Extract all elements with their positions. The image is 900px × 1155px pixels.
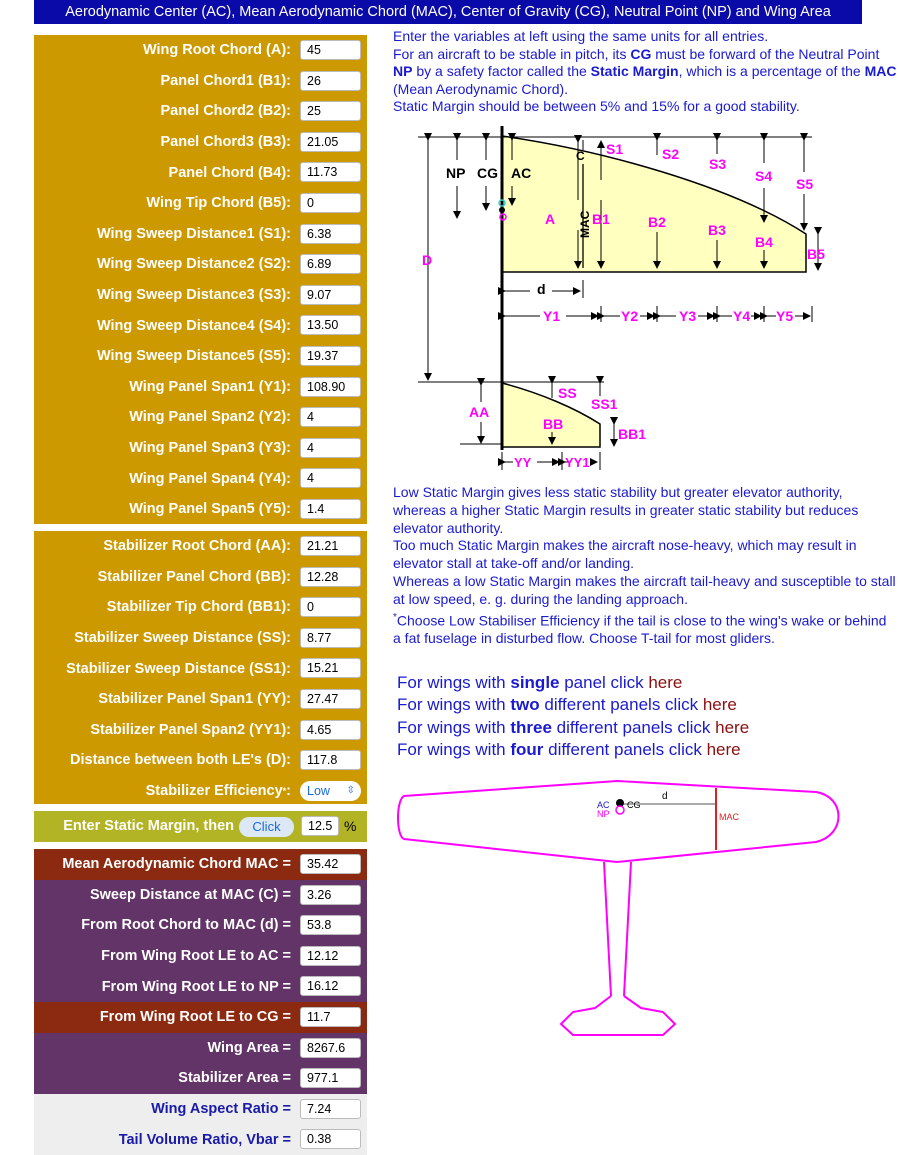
- diagram-bb-label: BB: [543, 416, 564, 432]
- diagram-s2-label: S2: [662, 146, 680, 162]
- sweep-distance3-label: Wing Sweep Distance3 (S3):: [96, 287, 291, 304]
- diagram-a-label: A: [545, 211, 556, 227]
- panel-span1-input[interactable]: 108.90: [300, 377, 361, 397]
- le-distance-d-label: Distance between both LE's (D):: [70, 752, 291, 769]
- stab-root-chord-input[interactable]: 21.21: [300, 536, 361, 556]
- intro-line-1: Enter the variables at left using the same units for all entries.: [393, 28, 769, 44]
- root-to-mac-result-input: 53.8: [300, 915, 361, 935]
- wing-tip-chord-input[interactable]: 0: [300, 193, 361, 213]
- panel-span4-label: Wing Panel Span4 (Y4):: [129, 470, 291, 487]
- stab-tip-chord-label: Stabilizer Tip Chord (BB1):: [106, 599, 291, 616]
- notes-paragraph-4: *Choose Low Stabiliser Efficiency if the tail is close to the wing's wake or behind a fat fuselage in disturbed flow. Choose T-tail for most gliders.: [393, 611, 887, 647]
- panel-link-line: For wings with four different panels click here: [397, 739, 741, 759]
- panel-chord2-input[interactable]: 25: [300, 101, 361, 121]
- np-marker: [616, 806, 624, 814]
- stab-span-yy-input[interactable]: 27.47: [300, 689, 361, 709]
- diagram-s4-label: S4: [755, 168, 773, 184]
- panel-chord3-input[interactable]: 21.05: [300, 132, 361, 152]
- panel-span3-input[interactable]: 4: [300, 438, 361, 458]
- diagram-y4-label: Y4: [733, 308, 751, 324]
- tail-volume-result-label: Tail Volume Ratio, Vbar =: [118, 1131, 291, 1148]
- sweep-distance1-input[interactable]: 6.38: [300, 224, 361, 244]
- panel-chord1-label: Panel Chord1 (B1):: [160, 72, 291, 89]
- wing-root-chord-input[interactable]: 45: [300, 40, 361, 60]
- wing-root-chord-label: Wing Root Chord (A):: [142, 42, 291, 59]
- here-link[interactable]: here: [715, 717, 750, 737]
- here-link[interactable]: here: [648, 673, 683, 692]
- diagram-yy-label: YY: [514, 455, 532, 470]
- intro-line-3: Static Margin should be between 5% and 15% for a good stability.: [393, 98, 800, 114]
- stab-span-yy1-input[interactable]: 4.65: [300, 720, 361, 740]
- diagram-y3-label: Y3: [679, 308, 697, 324]
- le-to-cg-result-input: 11.7: [300, 1007, 361, 1027]
- plane-d-label: d: [662, 791, 668, 802]
- wing-tip-chord-label: Wing Tip Chord (B5):: [146, 195, 291, 212]
- diagram-mac-label: MAC: [578, 210, 592, 238]
- panel-span1-label: Wing Panel Span1 (Y1):: [129, 378, 291, 395]
- diagram-ss-label: SS: [558, 385, 577, 401]
- sweep-distance4-label: Wing Sweep Distance4 (S4):: [96, 317, 291, 334]
- sweep-distance5-input[interactable]: 19.37: [300, 346, 361, 366]
- panel-span5-input[interactable]: 1.4: [300, 499, 361, 519]
- panel-chord1-input[interactable]: 26: [300, 71, 361, 91]
- static-margin-label: Enter Static Margin, then: [63, 818, 234, 835]
- panel-span3-label: Wing Panel Span3 (Y3):: [129, 440, 291, 457]
- diagram-np-label: NP: [446, 165, 466, 181]
- mac-result-input: 35.42: [300, 854, 361, 874]
- here-link[interactable]: here: [706, 739, 741, 759]
- stab-area-result-input: 977.1: [300, 1068, 361, 1088]
- panel-link-line: For wings with single panel click here: [397, 673, 683, 692]
- sweep-distance5-label: Wing Sweep Distance5 (S5):: [96, 348, 291, 365]
- diagram-d-upper-label: D: [422, 252, 433, 268]
- panel-chord4-label: Panel Chord (B4):: [168, 164, 291, 181]
- intro-paragraph-2: For an aircraft to be stable in pitch, its CG must be forward of the Neutral Point NP by a safety factor called the Static Margin, which is a percentage of the MAC (Mean Aerodynamic Chord).: [393, 45, 897, 97]
- root-to-mac-result-label: From Root Chord to MAC (d) =: [81, 917, 291, 934]
- diagram-b3-label: B3: [708, 222, 726, 238]
- aspect-ratio-result-input: 7.24: [300, 1099, 361, 1119]
- diagram-y2-label: Y2: [621, 308, 639, 324]
- diagram-s1-label: S1: [606, 141, 624, 157]
- diagram-y5-label: Y5: [776, 308, 794, 324]
- wing-outline: [398, 781, 839, 862]
- notes-paragraph-1: Low Static Margin gives less static stability but greater elevator authority, whereas a higher Static Margin results in greater static stability but reduces elevator authority.: [393, 484, 859, 536]
- static-margin-input[interactable]: 12.5: [301, 816, 339, 836]
- le-distance-d-input[interactable]: 117.8: [300, 750, 361, 770]
- wing-area-result-label: Wing Area =: [207, 1039, 291, 1056]
- panel-link-line: For wings with three different panels click here: [397, 717, 750, 737]
- diagram-b4-label: B4: [755, 234, 773, 250]
- fuselage-outline: [604, 862, 631, 996]
- here-link[interactable]: here: [702, 695, 737, 715]
- stab-root-chord-label: Stabilizer Root Chord (AA):: [103, 538, 291, 555]
- panel-span4-input[interactable]: 4: [300, 468, 361, 488]
- sweep-distance3-input[interactable]: 9.07: [300, 285, 361, 305]
- le-to-np-result-input: 16.12: [300, 976, 361, 996]
- panel-span5-label: Wing Panel Span5 (Y5):: [129, 501, 291, 518]
- diagram-b1-label: B1: [592, 211, 610, 227]
- diagram-c-label: C: [576, 149, 585, 163]
- diagram-d-lower-label: d: [537, 281, 546, 297]
- diagram-bb1-label: BB1: [618, 426, 647, 442]
- le-to-ac-result-input: 12.12: [300, 946, 361, 966]
- diagram-y1-label: Y1: [543, 308, 561, 324]
- plane-cg-label: CG: [627, 800, 641, 810]
- mac-result-label: Mean Aerodynamic Chord MAC =: [62, 856, 291, 873]
- percent-unit: %: [344, 818, 357, 835]
- sweep-distance4-input[interactable]: 13.50: [300, 315, 361, 335]
- notes-paragraph-3: Whereas a low Static Margin makes the aircraft tail-heavy and susceptible to stall at low speed, e. g. during the landing approach.: [393, 572, 896, 607]
- stab-sweep-ss-input[interactable]: 8.77: [300, 628, 361, 648]
- le-to-cg-result-label: From Wing Root LE to CG =: [99, 1009, 291, 1026]
- panel-chord4-input[interactable]: 11.73: [300, 162, 361, 182]
- stab-tip-chord-input[interactable]: 0: [300, 597, 361, 617]
- sweep-at-mac-result-label: Sweep Distance at MAC (C) =: [89, 886, 291, 903]
- page-title: Aerodynamic Center (AC), Mean Aerodynamic Chord (MAC), Center of Gravity (CG), Neutral Point (NP) and Wing Area: [34, 0, 862, 24]
- plane-ac-label: AC: [597, 800, 610, 810]
- notes-paragraph-2: Too much Static Margin makes the aircraft nose-heavy, which may result in elevator stall at take-off and/or landing.: [393, 537, 857, 572]
- chevron-updown-icon: ⇳: [346, 784, 355, 796]
- stab-sweep-ss1-input[interactable]: 15.21: [300, 658, 361, 678]
- tail-outline: [561, 996, 675, 1035]
- panel-link-line: For wings with two different panels click here: [397, 695, 737, 715]
- stab-efficiency-label: Stabilizer Efficiency * :: [145, 783, 291, 800]
- stab-sweep-ss1-label: Stabilizer Sweep Distance (SS1):: [66, 660, 291, 677]
- panel-span2-input[interactable]: 4: [300, 407, 361, 427]
- wing-area-result-input: 8267.6: [300, 1038, 361, 1058]
- plane-np-label: NP: [597, 809, 610, 819]
- tail-volume-result-input: 0.38: [300, 1129, 361, 1149]
- plane-mac-label: MAC: [719, 812, 739, 822]
- le-to-ac-result-label: From Wing Root LE to AC =: [101, 948, 291, 965]
- diagram-ss1-label: SS1: [591, 396, 618, 412]
- panel-span2-label: Wing Panel Span2 (Y2):: [129, 409, 291, 426]
- sweep-at-mac-result-input: 3.26: [300, 885, 361, 905]
- diagram-cg-label: CG: [477, 165, 498, 181]
- diagram-aa-label: AA: [469, 404, 490, 420]
- stab-panel-chord-label: Stabilizer Panel Chord (BB):: [97, 568, 291, 585]
- calculate-button[interactable]: Click: [239, 817, 294, 837]
- diagram-b5-label: B5: [807, 246, 825, 262]
- diagram-s3-label: S3: [709, 156, 727, 172]
- le-to-np-result-label: From Wing Root LE to NP =: [101, 978, 291, 995]
- diagram-ac-label: AC: [511, 165, 532, 181]
- sweep-distance2-input[interactable]: 6.89: [300, 254, 361, 274]
- stab-span-yy-label: Stabilizer Panel Span1 (YY):: [98, 691, 291, 708]
- diagram-s5-label: S5: [796, 176, 814, 192]
- diagram-b2-label: B2: [648, 214, 666, 230]
- diagram-yy1-label: YY1: [565, 455, 590, 470]
- sweep-distance2-label: Wing Sweep Distance2 (S2):: [96, 256, 291, 273]
- panel-chord3-label: Panel Chord3 (B3):: [160, 134, 291, 151]
- stab-efficiency-select[interactable]: Low ⇳: [300, 781, 361, 801]
- sweep-distance1-label: Wing Sweep Distance1 (S1):: [96, 225, 291, 242]
- stab-panel-chord-input[interactable]: 12.28: [300, 567, 361, 587]
- stab-sweep-ss-label: Stabilizer Sweep Distance (SS):: [74, 630, 291, 647]
- panel-chord2-label: Panel Chord2 (B2):: [160, 103, 291, 120]
- stab-span-yy1-label: Stabilizer Panel Span2 (YY1):: [90, 721, 291, 738]
- aspect-ratio-result-label: Wing Aspect Ratio =: [151, 1101, 291, 1118]
- stab-area-result-label: Stabilizer Area =: [178, 1070, 291, 1087]
